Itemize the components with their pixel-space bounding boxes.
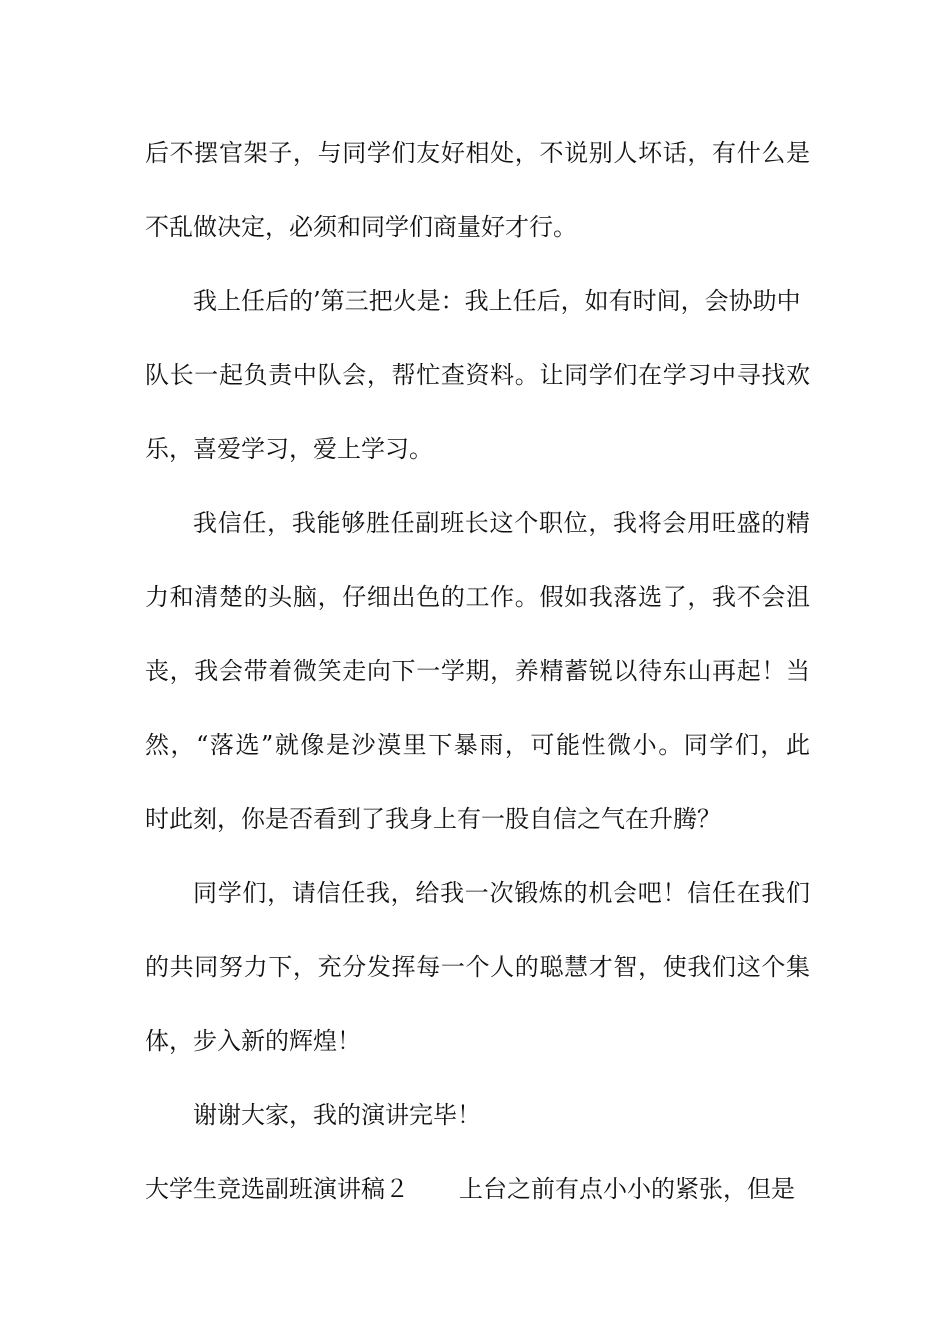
paragraph-line: 时此刻，你是否看到了我身上有一股自信之气在升腾？ [145, 805, 721, 833]
paragraph-line: 体，步入新的辉煌！ [145, 1027, 361, 1055]
paragraph-line: 不乱做决定，必须和同学们商量好才行。 [145, 213, 577, 241]
paragraph-first-line: 我上任后的’第三把火是：我上任后，如有时间，会协助中 [193, 287, 801, 315]
paragraph-line: 的共同努力下，充分发挥每一个人的聪慧才智，使我们这个集 [145, 953, 810, 981]
paragraph-line: 乐，喜爱学习，爱上学习。 [145, 435, 433, 463]
closing-line: 谢谢大家，我的演讲完毕！ [193, 1101, 481, 1129]
paragraph-line: 丧，我会带着微笑走向下一学期，养精蓄锐以待东山再起！当 [145, 657, 810, 685]
paragraph-line: 力和清楚的头脑，仔细出色的工作。假如我落选了，我不会沮 [145, 583, 810, 611]
paragraph-line: 队长一起负责中队会，帮忙查资料。让同学们在学习中寻找欢 [145, 361, 810, 389]
paragraph-first-line: 我信任，我能够胜任副班长这个职位，我将会用旺盛的精 [193, 509, 810, 537]
paragraph-first-line: 同学们，请信任我，给我一次锻炼的机会吧！信任在我们 [193, 879, 810, 907]
next-section-opening: 上台之前有点小小的紧张，但是 [459, 1175, 795, 1203]
next-section-title: 大学生竞选副班演讲稿２ [145, 1175, 409, 1203]
paragraph-line: 然，“落选”就像是沙漠里下暴雨，可能性微小。同学们，此 [145, 731, 810, 759]
paragraph-line: 后不摆官架子，与同学们友好相处，不说别人坏话，有什么是 [145, 139, 810, 167]
